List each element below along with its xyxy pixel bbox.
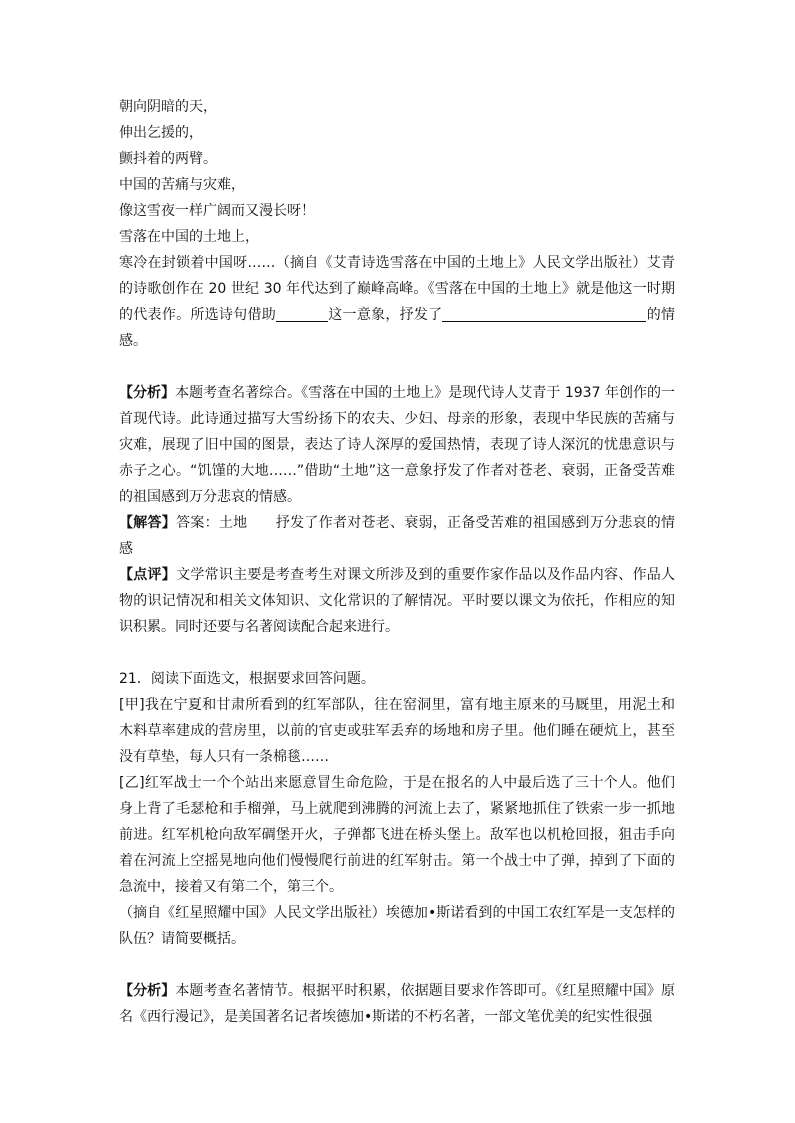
comment-text: 文学常识主要是考查考生对课文所涉及到的重要作家作品以及作品内容、作品人物的识记情况和相关文体知识、文化常识的了解情况。平时要以课文为依托，作相应的知识积累。同时还要与名著阅读配合起来进行。: [119, 567, 676, 635]
poem-line: 颤抖着的两臂。: [119, 151, 217, 167]
passage-a: [甲]我在宁夏和甘肃所看到的红军部队，往在窑洞里，富有地主原来的马厩里，用泥土和木料草率建成的营房里，以前的官吏或驻军丢弃的场地和房子里。他们睡在硬炕上，甚至没有草垫，每人只有一条棉毯……: [119, 697, 675, 765]
answer-tag: 【解答】: [119, 515, 177, 531]
answer-blank-imagery[interactable]: [276, 305, 328, 322]
analysis-paragraph: [119, 380, 675, 510]
analysis-text: 本题考查名著情节。根据平时积累，依据题目要求作答即可。《红星照耀中国》原名《西行漫记》，是美国著名记者埃德加•斯诺的不朽名著，一部文笔优美的纪实性很强: [119, 983, 676, 1025]
question-text: 的情感。: [119, 307, 676, 349]
question-text: 这一意象，抒发了: [328, 307, 443, 323]
analysis-paragraph-2: [119, 978, 675, 1030]
analysis-tag: 【分析】: [119, 983, 176, 999]
question-text: 寒冷在封锁着中国呀……（摘自《艾青诗选雪落在中国的土地上》人民文学出版社）艾青的诗歌创作在 20 世纪 30 年代达到了巅峰高峰。《雪落在中国的土地上》就是他这一时期的代表作。所选诗句借助: [119, 255, 675, 323]
answer-blank-emotion[interactable]: [442, 305, 646, 322]
question-21-prompt: （摘自《红星照耀中国》人民文学出版社）埃德加•斯诺看到的中国工农红军是一支怎样的队伍？请简要概括。: [119, 905, 675, 947]
poem-line: 像这雪夜一样广阔而又漫长呀！: [119, 203, 315, 219]
analysis-tag: 【分析】: [119, 385, 176, 401]
document-page: [119, 94, 675, 1030]
poem-line: 雪落在中国的土地上，: [119, 229, 259, 245]
poem-line: 中国的苦痛与灾难，: [119, 177, 245, 193]
question-21-stem: 21．阅读下面选文，根据要求回答问题。: [119, 671, 375, 687]
analysis-text: 本题考查名著综合。《雪落在中国的土地上》是现代诗人艾青于 1937 年创作的一首现代诗。此诗通过描写大雪纷扬下的农夫、少妇、母亲的形象，表现中华民族的苦痛与灾难，展现了旧中国的图景，表达了诗人深厚的爱国热情，表现了诗人深沉的忧患意识与赤子之心。“饥馑的大地……”借助“土地”这一意象抒发了作者对苍老、衰弱，正备受苦难的祖国感到万分悲哀的情感。: [119, 385, 676, 505]
question-20-paragraph: [119, 250, 675, 354]
answer-text: 答案：土地 抒发了作者对苍老、衰弱，正备受苦难的祖国感到万分悲哀的情感: [119, 515, 676, 557]
comment-paragraph: [119, 562, 675, 640]
poem-line: 朝向阴暗的天，: [119, 99, 217, 115]
passage-b: [乙]红军战士一个个站出来愿意冒生命危险，于是在报名的人中最后选了三十个人。他们身上背了毛瑟枪和手榴弹，马上就爬到沸腾的河流上去了，紧紧地抓住了铁索一步一抓地前进。红军机枪向敌军碉堡开火，子弹都飞进在桥头堡上。敌军也以机枪回报，狙击手向着在河流上空摇晃地向他们慢慢爬行前进的红军射击。第一个战士中了弹，掉到了下面的急流中，接着又有第二个，第三个。: [119, 775, 675, 895]
comment-tag: 【点评】: [119, 567, 177, 583]
poem-line: 伸出乞援的，: [119, 125, 203, 141]
answer-paragraph: [119, 510, 675, 562]
